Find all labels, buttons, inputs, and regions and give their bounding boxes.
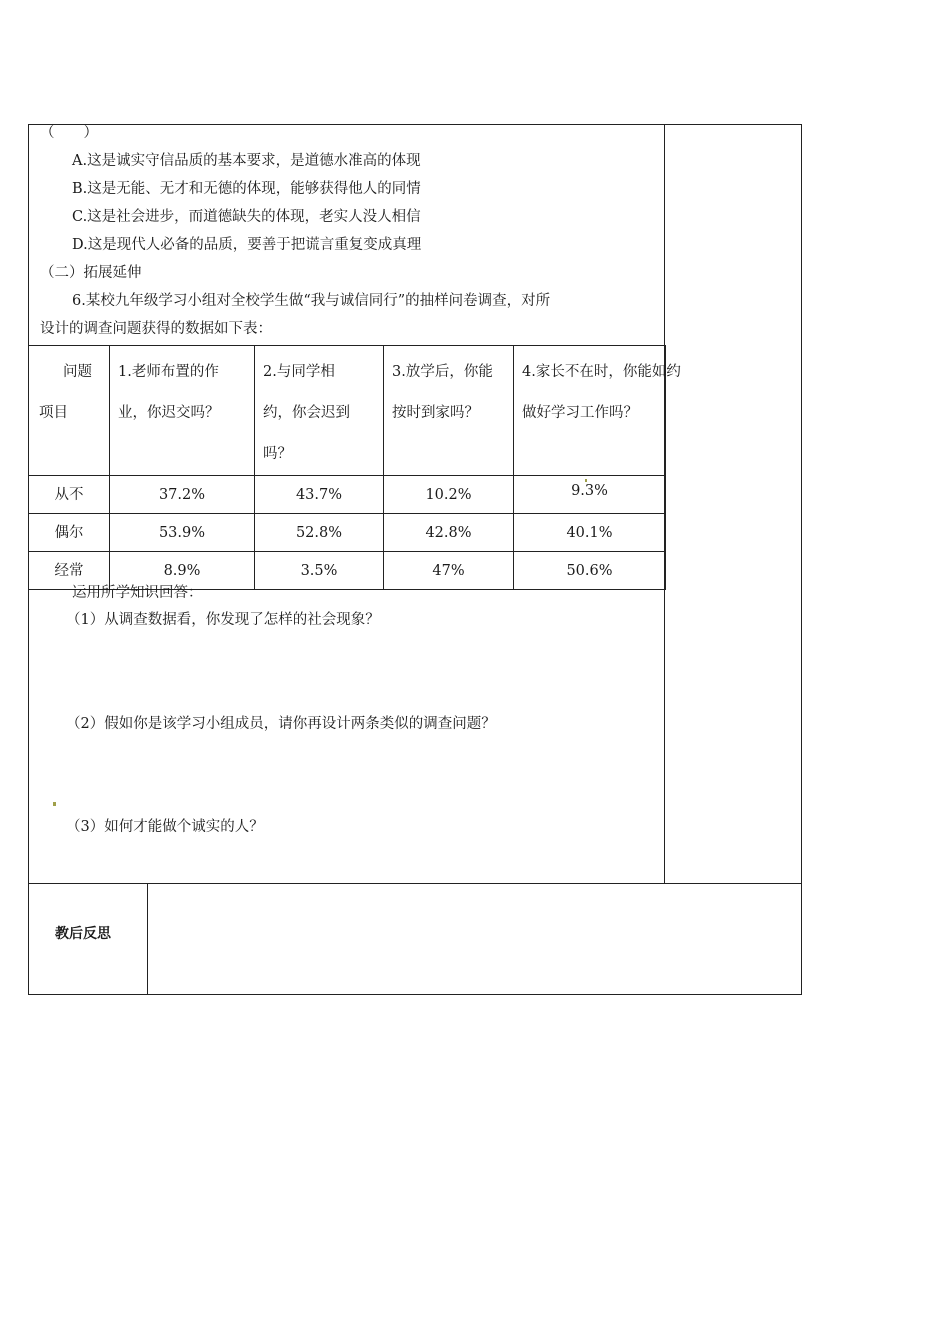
sub-question-3: （3）如何才能做个诚实的人？ bbox=[66, 819, 264, 835]
table-cell: 47% bbox=[384, 552, 514, 590]
answer-prompt: 运用所学知识回答： bbox=[72, 585, 203, 601]
question-6-line-1: 6.某校九年级学习小组对全校学生做“我与诚信同行”的抽样问卷调查，对所 bbox=[72, 293, 551, 309]
question-6-line-2: 设计的调查问题获得的数据如下表： bbox=[40, 321, 272, 337]
table-cell: 50.6% bbox=[514, 552, 666, 590]
question-header-4: 4.家长不在时，你能如约做好学习工作吗？ bbox=[514, 346, 666, 476]
question-stem: （ ） bbox=[40, 125, 98, 141]
survey-table bbox=[28, 345, 681, 590]
option-a: A.这是诚实守信品质的基本要求，是道德水准高的体现 bbox=[72, 153, 421, 169]
question-header-1: 1.老师布置的作业，你迟交吗？ bbox=[110, 346, 255, 476]
sub-question-1: （1）从调查数据看，你发现了怎样的社会现象？ bbox=[66, 612, 380, 628]
table-cell: 43.7% bbox=[255, 476, 384, 514]
table-header-row bbox=[29, 346, 666, 476]
table-cell: 52.8% bbox=[255, 514, 384, 552]
option-b: B.这是无能、无才和无德的体现，能够获得他人的同情 bbox=[72, 181, 421, 197]
section-title: （二）拓展延伸 bbox=[40, 265, 142, 281]
sub-question-2: （2）假如你是该学习小组成员，请你再设计两条类似的调查问题？ bbox=[66, 716, 496, 732]
table-cell: 10.2% bbox=[384, 476, 514, 514]
option-c: C.这是社会进步，而道德缺失的体现，老实人没人相信 bbox=[72, 209, 421, 225]
row-label-often: 经常 bbox=[29, 552, 110, 590]
corner-bottom-label: 项目 bbox=[39, 405, 68, 421]
table-row bbox=[29, 476, 666, 514]
question-header-3: 3.放学后，你能按时到家吗？ bbox=[384, 346, 514, 476]
question-header-2: 2.与同学相约，你会迟到吗？ bbox=[255, 346, 384, 476]
table-cell: 40.1% bbox=[514, 514, 666, 552]
reflection-frame bbox=[28, 883, 802, 995]
corner-cell bbox=[29, 346, 110, 476]
row-label-sometimes: 偶尔 bbox=[29, 514, 110, 552]
table-row bbox=[29, 514, 666, 552]
row-label-never: 从不 bbox=[29, 476, 110, 514]
table-cell: 37.2% bbox=[110, 476, 255, 514]
table-cell: 8.9% bbox=[110, 552, 255, 590]
table-cell: 3.5% bbox=[255, 552, 384, 590]
reflection-divider bbox=[147, 883, 148, 995]
table-cell: 53.9% bbox=[110, 514, 255, 552]
table-cell: 42.8% bbox=[384, 514, 514, 552]
reflection-label: 教后反思 bbox=[55, 926, 111, 942]
table-cell: 9.3% bbox=[514, 476, 666, 514]
option-d: D.这是现代人必备的品质，要善于把谎言重复变成真理 bbox=[72, 237, 422, 253]
stray-mark bbox=[53, 802, 56, 806]
stray-mark bbox=[585, 479, 587, 482]
corner-top-label: 问题 bbox=[63, 364, 92, 380]
